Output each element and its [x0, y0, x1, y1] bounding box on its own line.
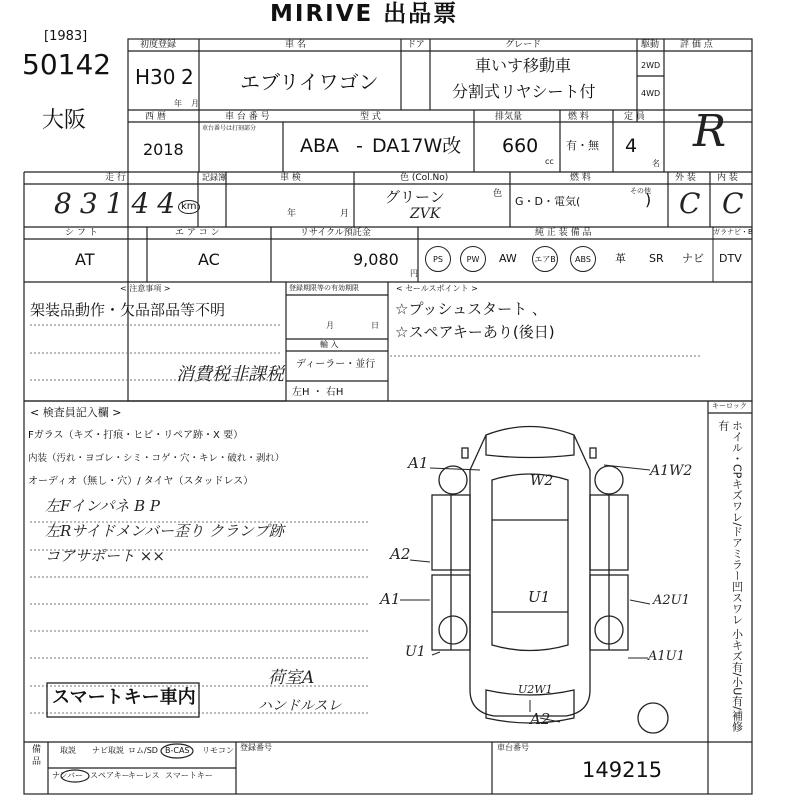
mark-a2u1: A2U1: [653, 593, 690, 608]
hdr-sales-point: < セールスポイント >: [396, 284, 478, 293]
mark-u1-left: U1: [405, 644, 426, 660]
fuel-type: G・D・電気(: [515, 195, 581, 208]
month-label: 月: [191, 99, 199, 108]
caution-text: 架装品動作・欠品部品等不明: [30, 301, 226, 319]
inspector-line-1: Fガラス（キズ・打痕・ヒビ・リペア跡・X 要）: [28, 430, 244, 441]
hdr-inspection: 車 検: [280, 173, 301, 183]
mark-u2w1: U2W1: [518, 683, 553, 696]
import-handle: 左H ・ 右H: [292, 387, 344, 398]
inspector-note-1: 左Fインパネ B P: [45, 497, 161, 515]
option-dtv: DTV: [719, 252, 742, 265]
hdr-shift: シ フ ト: [65, 228, 98, 238]
hdr-type: 型 式: [360, 112, 381, 122]
option-pw: PW: [460, 246, 486, 272]
hdr-recycle: リサイクル預託金: [300, 228, 371, 238]
import-dealer: ディーラー・並行: [296, 359, 376, 370]
inspector-note-3: コアサポート ××: [45, 547, 165, 565]
chassis-number: 149215: [582, 758, 663, 782]
hdr-score: 評 価 点: [680, 40, 713, 50]
hdr-rec-num: 記録簿: [202, 173, 226, 182]
shift: AT: [75, 250, 95, 269]
hdr-options: 純 正 装 備 品: [535, 228, 592, 238]
mark-w2-top: W2: [530, 473, 554, 489]
inspection-month: 月: [340, 209, 350, 219]
option-abs: ABS: [570, 246, 596, 272]
hdr-mileage: 走 行: [105, 173, 126, 183]
mark-a2-left: A2: [390, 545, 411, 563]
score-value: R: [693, 106, 727, 157]
inventory-keyless: キーレス: [128, 771, 160, 780]
sheet-title: MIRIVE 出品票: [270, 1, 459, 27]
region: 大阪: [42, 108, 87, 133]
exterior-score: C: [679, 187, 701, 220]
hdr-fuel-type: 燃 料: [570, 173, 591, 183]
inspection-year: 年: [287, 209, 297, 219]
drive-4wd: 4WD: [641, 89, 661, 98]
mark-a2-bottom: A2: [530, 710, 551, 728]
first-reg-era: H30: [135, 65, 176, 89]
mileage-unit: km: [178, 200, 200, 214]
mileage: 83144: [54, 187, 184, 220]
cc-unit: cc: [545, 157, 554, 166]
color-mark: 色: [493, 189, 503, 199]
color-code: ZVK: [410, 206, 441, 222]
smart-key-note: スマートキー車内: [52, 687, 196, 708]
hdr-drive: 駆動: [641, 40, 660, 50]
hdr-reg-expiry: 登録期限等の有効期限: [289, 284, 359, 292]
reg-expiry-day: 日: [371, 321, 379, 330]
hdr-import: 輸 入: [320, 340, 339, 349]
hdr-model-code: 車 台 番 号: [225, 112, 270, 122]
grade-line2: 分割式リヤシート付: [452, 82, 596, 101]
inventory-remote: リモコン: [202, 746, 234, 755]
type-dash: -: [356, 135, 363, 157]
recycle-yen: 円: [410, 269, 418, 278]
cargo-note-2: ハンドルスレ: [258, 698, 342, 714]
capacity-unit: 名: [652, 159, 660, 168]
hdr-first-reg: 初度登録: [140, 40, 177, 50]
drive-2wd: 2WD: [641, 61, 661, 70]
type-code: DA17W改: [372, 135, 462, 157]
year-ad: 2018: [143, 140, 184, 159]
sales-point-1: ☆プッシュスタート 、: [395, 300, 547, 318]
aircon: AC: [198, 250, 220, 269]
inventory-bcas: B-CAS: [165, 746, 190, 755]
displacement: 660: [502, 135, 539, 157]
caution-handwritten: 消費税非課税: [176, 364, 284, 385]
hdr-chassis: 車台番号: [497, 743, 529, 752]
inventory-rom-sd: ロム/SD: [128, 746, 158, 755]
hdr-fuel: 燃 料: [568, 112, 589, 122]
hdr-keylock: キーロック: [712, 402, 747, 410]
type-prefix: ABA: [300, 135, 340, 157]
first-reg-month: 2: [181, 65, 194, 89]
mark-a1w2: A1W2: [650, 463, 693, 479]
cargo-note-1: 荷室A: [268, 668, 315, 688]
option-aw: AW: [499, 252, 517, 265]
inventory-spare-key: スペアキー: [90, 771, 130, 780]
option-sr: SR: [649, 252, 664, 265]
hdr-options-nav: ガラナビ・B: [713, 228, 753, 236]
hdr-inventory: 備 品: [30, 744, 40, 765]
hdr-year-ad: 西 暦: [145, 112, 166, 122]
fuel-options: 有・無: [566, 139, 599, 152]
option-ps: PS: [425, 246, 451, 272]
recycle-fee: 9,080: [353, 250, 399, 269]
hdr-aircon: エ ア コ ン: [175, 228, 220, 238]
hdr-interior: 内 装: [717, 173, 738, 183]
interior-score: C: [722, 187, 744, 220]
hdr-exterior: 外 装: [675, 173, 696, 183]
grade-line1: 車いす移動車: [475, 56, 572, 75]
hdr-capacity: 定 員: [624, 112, 645, 122]
hdr-model-code-note: 車台番号は打刻部分: [202, 125, 257, 132]
hdr-reg-number: 登録番号: [240, 743, 272, 752]
option-leather: 革: [615, 252, 626, 265]
keylock-side-text: ホイル・CPキズワレ/ドアミラー凹スワレ 小キズ有/小U有/補修有: [716, 420, 744, 732]
inspector-line-2: 内装（汚れ・ヨゴレ・シミ・コゲ・穴・キレ・破れ・剥れ）: [28, 453, 285, 464]
mark-a1-top: A1: [408, 454, 429, 472]
mark-a1-left: A1: [380, 590, 401, 608]
mark-u1-center: U1: [528, 588, 551, 606]
hdr-doors: ドア: [407, 40, 425, 50]
color-name: グリーン: [385, 188, 445, 206]
option-navi: ナビ: [682, 252, 704, 265]
car-name: エブリイワゴン: [240, 70, 379, 94]
lot-number: 50142: [22, 48, 112, 81]
inventory-smart-key: スマートキー: [165, 771, 213, 780]
inspector-note-2: 左Rサイドメンバー歪り クランプ跡: [45, 522, 284, 540]
hdr-car-name: 車 名: [285, 40, 306, 50]
hdr-inspector: < 検査員記入欄 >: [30, 406, 122, 419]
inventory-navi-manual: ナビ取説: [92, 746, 124, 755]
mark-a1u1: A1U1: [648, 649, 685, 664]
year-label: 年: [174, 99, 182, 108]
hdr-caution: < 注意事項 >: [120, 284, 171, 293]
reg-expiry-month: 月: [326, 321, 334, 330]
sales-point-2: ☆スペアキーあり(後日): [395, 323, 555, 341]
fuel-other: その他: [630, 187, 651, 195]
inventory-number: ナンバー: [52, 771, 84, 780]
inventory-manual: 取説: [60, 746, 76, 755]
hdr-color: 色 (Col.No): [400, 173, 449, 183]
fuel-close: ): [645, 190, 652, 209]
hdr-grade: グレード: [505, 40, 542, 50]
capacity: 4: [625, 135, 638, 157]
option-airbag: エアB: [532, 246, 558, 272]
inspector-line-3: オーディオ（無し・穴）/ タイヤ（スタッドレス）: [28, 476, 254, 487]
hdr-displacement: 排気量: [495, 112, 523, 122]
lot-prefix: [1983]: [44, 29, 88, 44]
